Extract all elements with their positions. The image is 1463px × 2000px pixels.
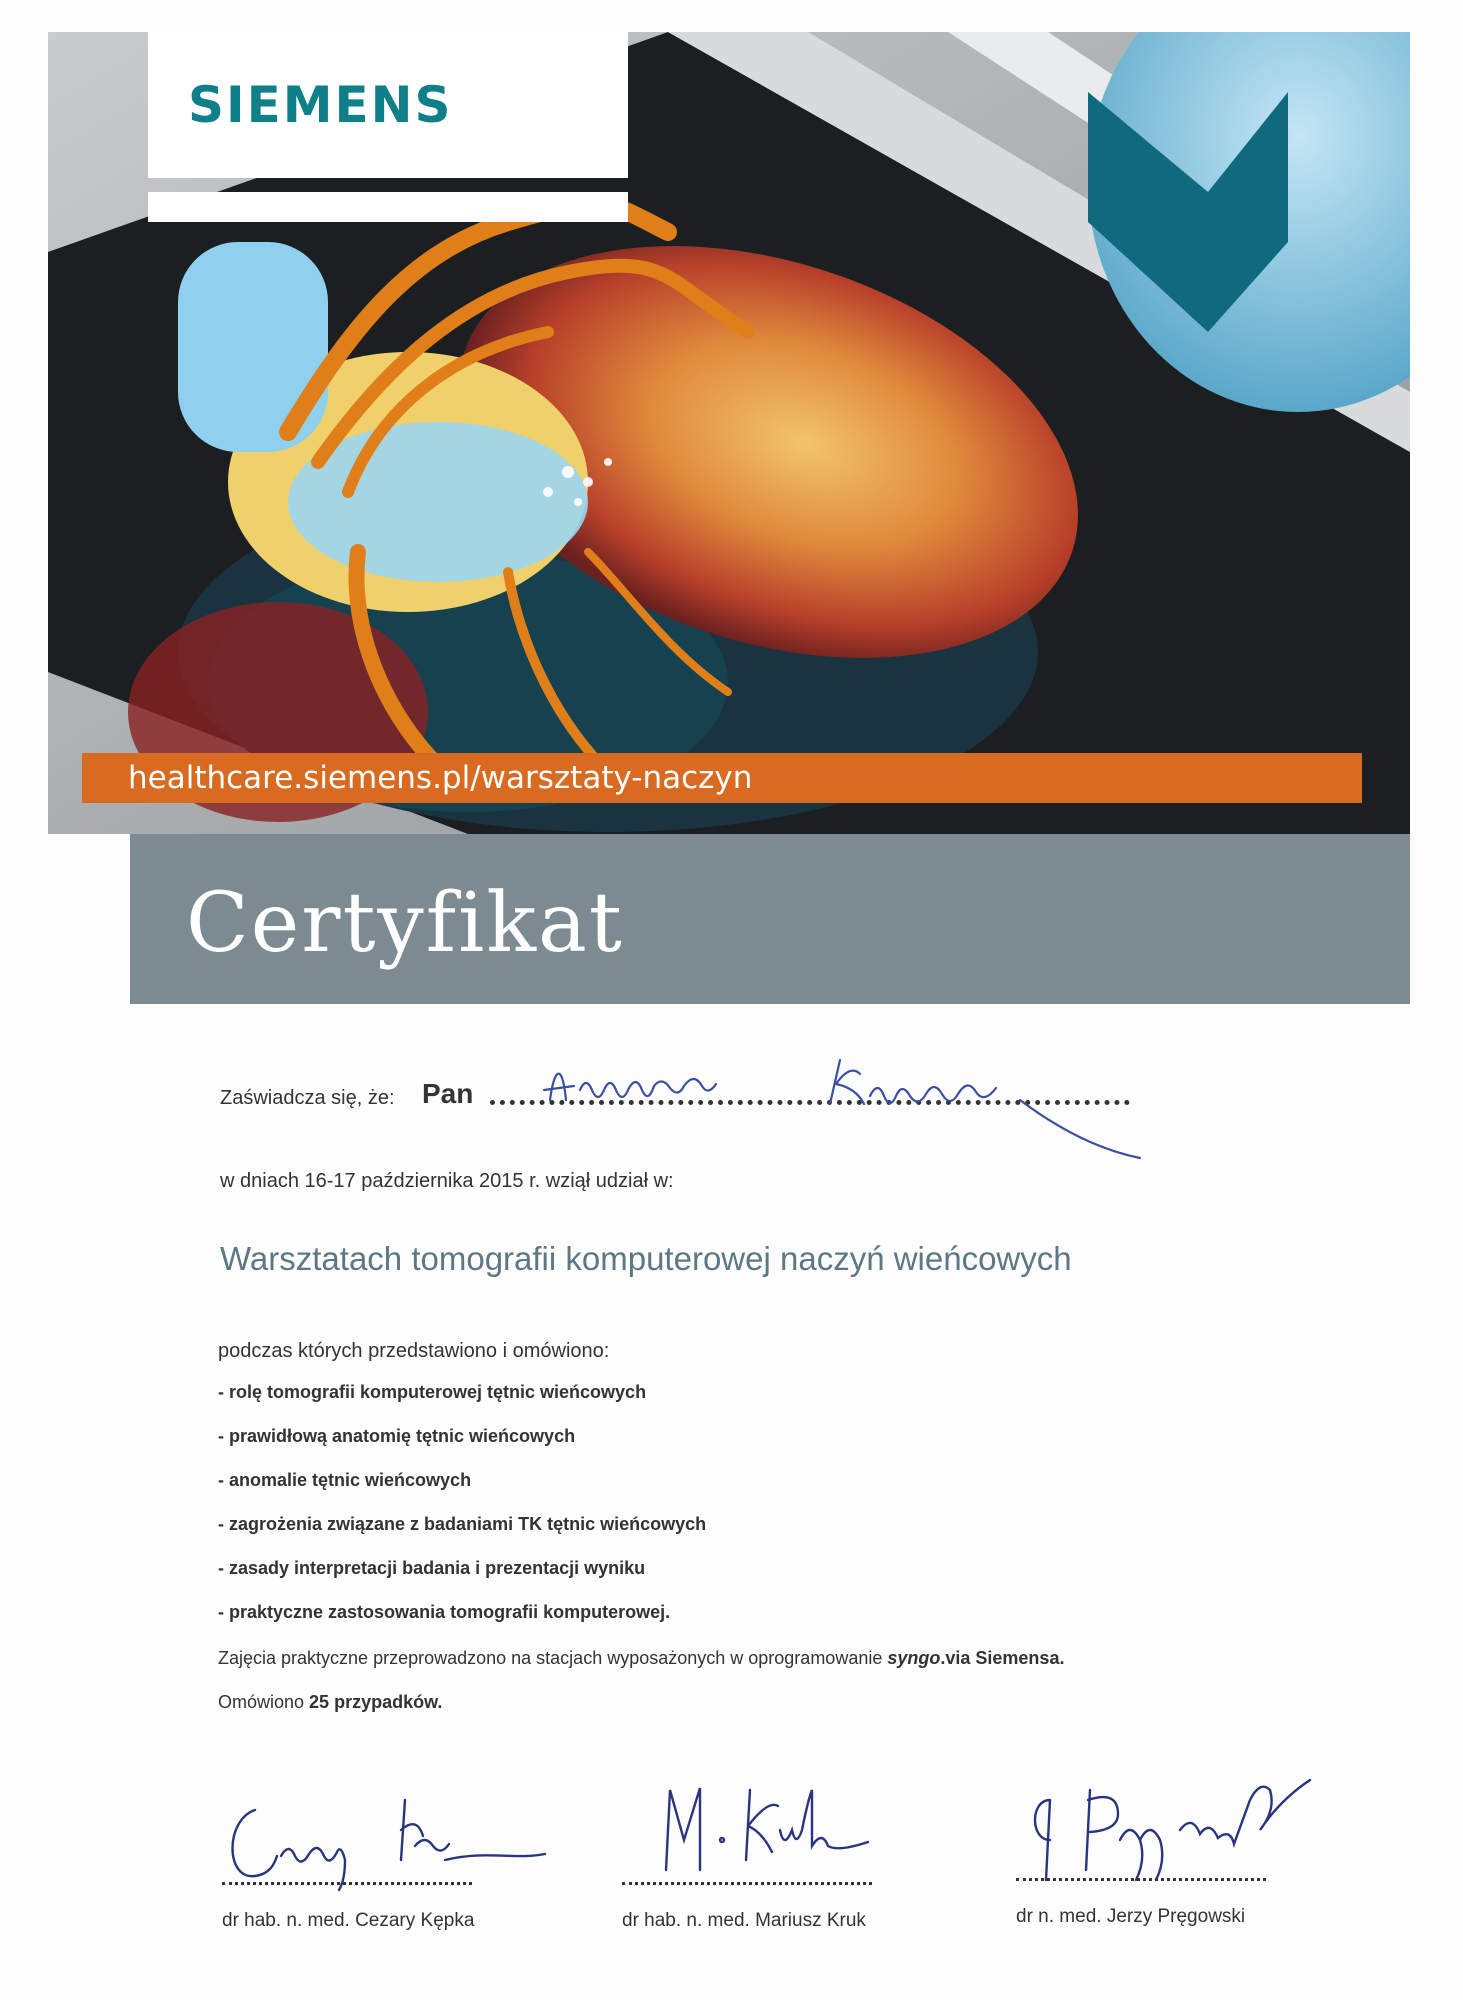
brand-logo-box <box>148 32 628 178</box>
signature-kruk <box>640 1770 900 1880</box>
signature-line-1 <box>222 1882 472 1885</box>
software-name: syngo <box>887 1648 941 1668</box>
list-item: - prawidłową anatomię tętnic wieńcowych <box>218 1426 576 1446</box>
hero-image <box>48 32 1410 834</box>
workshop-title: Warsztatach tomografii komputerowej naczyń wieńcowych <box>220 1240 1072 1277</box>
url-band <box>82 753 1362 803</box>
list-item: - praktyczne zastosowania tomografii komputerowej. <box>218 1602 671 1622</box>
software-suffix: .via Siemensa. <box>940 1648 1065 1668</box>
topics-intro: podczas których przedstawiono i omówiono: <box>218 1340 610 1362</box>
list-item: - anomalie tętnic wieńcowych <box>218 1470 472 1490</box>
cases-line <box>218 1692 442 1713</box>
signature-line-3 <box>1016 1878 1266 1881</box>
topics-list <box>218 1382 706 1646</box>
attest-label: Zaświadcza się, że: <box>220 1087 395 1109</box>
cases-count: 25 przypadków. <box>309 1692 443 1712</box>
practice-prefix: Zajęcia praktyczne przeprowadzono na stacjach wyposażonych w oprogramowanie <box>218 1648 888 1668</box>
url-text: healthcare.siemens.pl/warsztaty-naczyn <box>128 760 753 796</box>
logo-underline-bar <box>148 192 628 222</box>
page-title: Certyfikat <box>186 876 624 971</box>
list-item: - rolę tomografii komputerowej tętnic wieńcowych <box>218 1382 647 1402</box>
date-line: w dniach 16-17 października 2015 r. wziął udział w: <box>220 1170 674 1192</box>
signatory-name-2: dr hab. n. med. Mariusz Kruk <box>622 1910 866 1931</box>
signature-line-2 <box>622 1882 872 1885</box>
list-item: - zagrożenia związane z badaniami TK tętnic wieńcowych <box>218 1514 707 1534</box>
signatory-name-3: dr n. med. Jerzy Pręgowski <box>1016 1906 1246 1927</box>
title-band <box>130 834 1410 1004</box>
signature-pregowski <box>1010 1760 1340 1910</box>
salutation: Pan <box>422 1078 474 1109</box>
signatory-name-1: dr hab. n. med. Cezary Kępka <box>222 1910 475 1931</box>
list-item: - zasady interpretacji badania i prezentacji wyniku <box>218 1558 646 1578</box>
brand-logo: SIEMENS <box>188 76 453 134</box>
practice-line <box>218 1648 1064 1669</box>
handwritten-recipient-name <box>540 1040 1160 1160</box>
cases-prefix: Omówiono <box>218 1692 310 1712</box>
